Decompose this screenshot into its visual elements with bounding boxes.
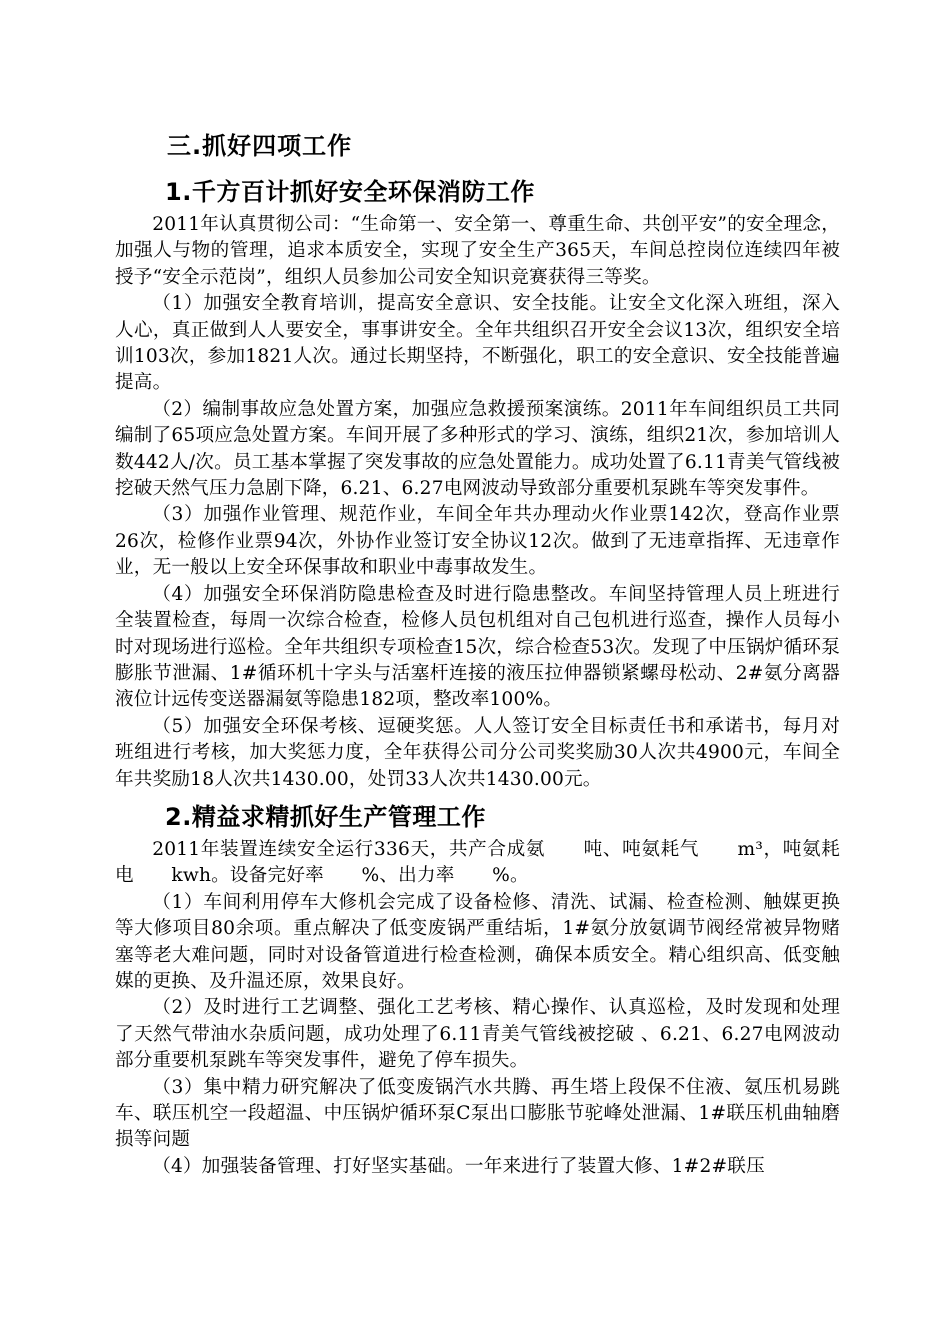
part2-heading: 2.精益求精抓好生产管理工作 <box>165 802 486 831</box>
part1-intro: 2011年认真贯彻公司：“生命第一、安全第一、尊重生命、共创平安”的安全理念，加强人与物的管理，追求本质安全，实现了安全生产365天，车间总控岗位连续四年被授予“安全示范岗”，组织人员参加公司安全知识竞赛获得三等奖。 <box>115 214 840 288</box>
part2-item-1: （1）车间利用停车大修机会完成了设备检修、清洗、试漏、检查检测、触媒更换等大修项目80余项。重点解决了低变废锅严重结垢，1#氨分放氨调节阀经常被异物赌塞等老大难问题，同时对设备管道进行检查检测，确保本质安全。精心组织高、低变触媒的更换、及升温还原，效果良好。 <box>115 891 840 992</box>
part1-item-4: （4）加强安全环保消防隐患检查及时进行隐患整改。车间坚持管理人员上班进行全装置检查，每周一次综合检查，检修人员包机组对自己包机进行巡查，操作人员每小时对现场进行巡检。全年共组织专项检查15次，综合检查53次。发现了中压锅炉循环泵膨胀节泄漏、1#循环机十字头与活塞杆连接的液压拉伸器锁紧螺母松动、2#氨分离器液位计远传变送器漏氨等隐患182项，整改率100%。 <box>115 583 840 711</box>
document-page <box>115 130 840 1180</box>
part1-item-1: （1）加强安全教育培训，提高安全意识、安全技能。让安全文化深入班组，深入人心，真正做到人人要安全，事事讲安全。全年共组织召开安全会议13次，组织安全培训103次，参加1821人次。通过长期坚持，不断强化，职工的安全意识、安全技能普遍提高。 <box>115 293 840 394</box>
section-heading: 三.抓好四项工作 <box>167 132 353 160</box>
part1-item-2: （2）编制事故应急处置方案，加强应急救援预案演练。2011年车间组织员工共同编制了65项应急处置方案。车间开展了多种形式的学习、演练，组织21次，参加培训人数442人/次。员工基本掌握了突发事故的应急处置能力。成功处置了6.11青美气管线被挖破天然气压力急剧下降，6.21、6.27电网波动导致部分重要机泵跳车等突发事件。 <box>115 398 840 500</box>
part2-item-4: （4）加强装备管理、打好坚实基础。一年来进行了装置大修、1#2#联压 <box>152 1155 765 1177</box>
part2-intro: 2011年装置连续安全运行336天，共产合成氨 吨、吨氨耗气 m³，吨氨耗电 kwh。设备完好率 %、出力率 %。 <box>115 838 840 887</box>
part2-item-2: （2）及时进行工艺调整、强化工艺考核、精心操作、认真巡检，及时发现和处理了天然气带油水杂质问题，成功处理了6.11青美气管线被挖破 、6.21、6.27电网波动部分重要机泵跳车等突发事件，避免了停车损失。 <box>115 997 840 1072</box>
part1-item-3: （3）加强作业管理、规范作业，车间全年共办理动火作业票142次，登高作业票26次，检修作业票94次，外协作业签订安全协议12次。做到了无违章指挥、无违章作业，无一般以上安全环保事故和职业中毒事故发生。 <box>115 504 840 579</box>
part1-heading: 1.千方百计抓好安全环保消防工作 <box>165 178 535 206</box>
part2-item-3: （3）集中精力研究解决了低变废锅汽水共腾、再生塔上段保不住液、氨压机易跳车、联压机空一段超温、中压锅炉循环泵C泵出口膨胀节驼峰处泄漏、1#联压机曲轴磨损等问题 <box>115 1076 840 1151</box>
part1-item-5: （5）加强安全环保考核、逗硬奖惩。人人签订安全目标责任书和承诺书，每月对班组进行考核，加大奖惩力度，全年获得公司分公司奖奖励30人次共4900元，车间全年共奖励18人次共1430.00，处罚33人次共1430.00元。 <box>115 715 840 790</box>
